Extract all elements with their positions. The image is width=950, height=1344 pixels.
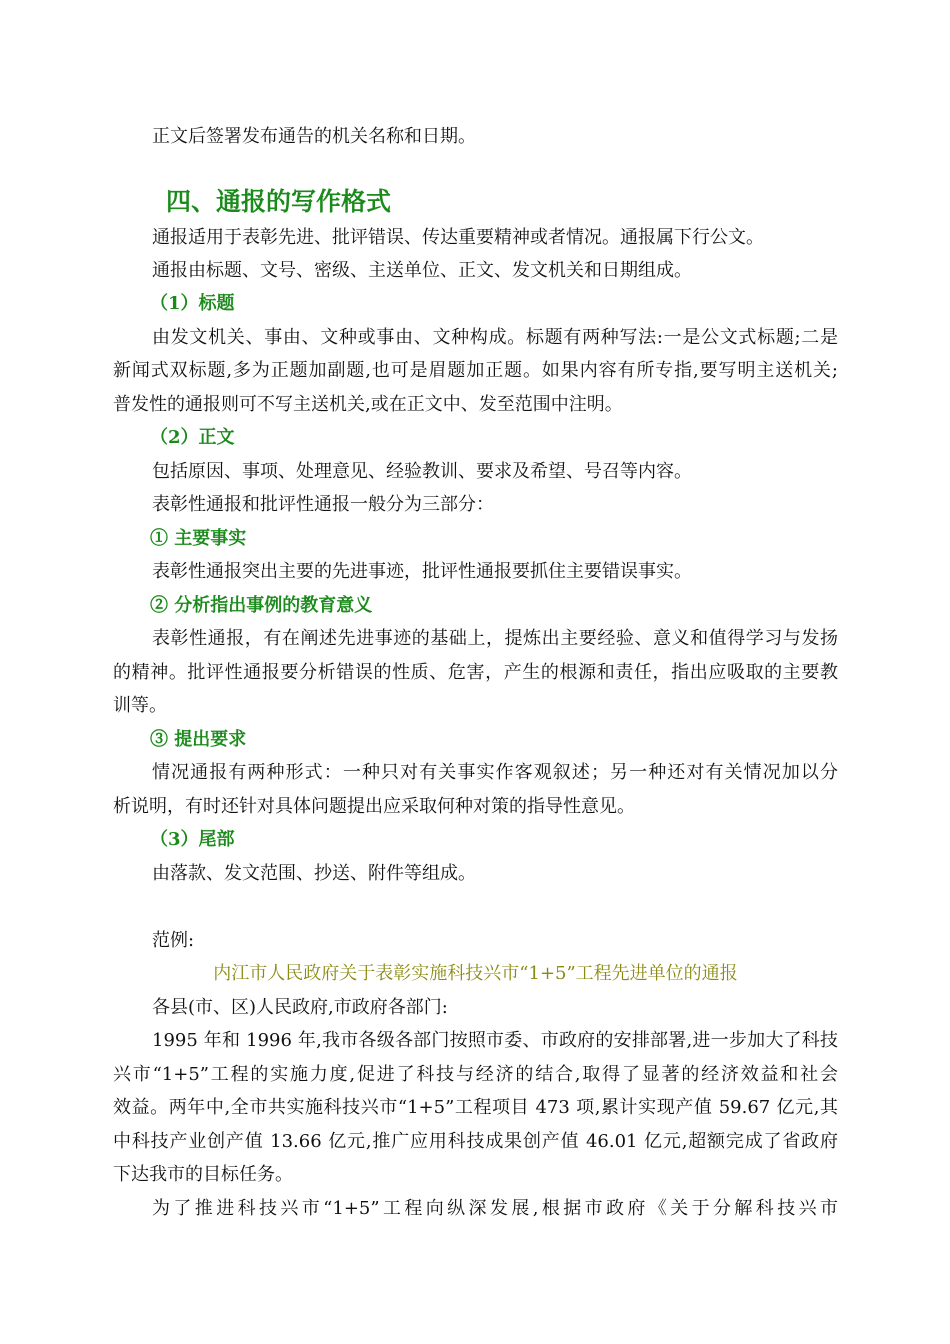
paragraph-line: 析说明，有时还针对具体问题提出应采取何种对策的指导性意见。 bbox=[113, 796, 635, 817]
example-title: 内江市人民政府关于表彰实施科技兴市“1+5”工程先进单位的通报 bbox=[213, 963, 738, 984]
paragraph-line: 新闻式双标题,多为正题加副题,也可是眉题加正题。如果内容有所专指,要写明主送机关; bbox=[113, 360, 838, 381]
example-paragraph-line: 效益。两年中,全市共实施科技兴市“1+5”工程项目 473 项,累计实现产值 59.67 亿元,其 bbox=[113, 1097, 838, 1118]
paragraph-line: 表彰性通报和批评性通报一般分为三部分： bbox=[152, 494, 494, 515]
paragraph-line: 情况通报有两种形式：一种只对有关事实作客观叙述；另一种还对有关情况加以分 bbox=[152, 762, 838, 783]
example-paragraph-line: 下达我市的目标任务。 bbox=[113, 1164, 293, 1185]
paragraph-line: 的精神。批评性通报要分析错误的性质、危害，产生的根源和责任，指出应吸取的主要教 bbox=[113, 662, 838, 683]
point-educational-meaning: ② 分析指出事例的教育意义 bbox=[150, 595, 373, 616]
subheading-title: （1）标题 bbox=[150, 293, 235, 314]
closing-sentence: 正文后签署发布通告的机关名称和日期。 bbox=[152, 126, 476, 147]
example-paragraph-line: 兴市“1+5”工程的实施力度,促进了科技与经济的结合,取得了显著的经济效益和社会 bbox=[113, 1064, 838, 1085]
paragraph-line: 通报由标题、文号、密级、主送单位、正文、发文机关和日期组成。 bbox=[152, 260, 692, 281]
paragraph-line: 表彰性通报，有在阐述先进事迹的基础上，提炼出主要经验、意义和值得学习与发扬 bbox=[152, 628, 838, 649]
example-label: 范例: bbox=[152, 930, 195, 951]
section-heading: 四、通报的写作格式 bbox=[166, 187, 392, 216]
example-addressee: 各县(市、区)人民政府,市政府各部门: bbox=[152, 997, 448, 1018]
paragraph-line: 由落款、发文范围、抄送、附件等组成。 bbox=[152, 863, 476, 884]
example-paragraph-line: 中科技产业创产值 13.66 亿元,推广应用科技成果创产值 46.01 亿元,超额完成了省政府 bbox=[113, 1131, 838, 1152]
subheading-body: （2）正文 bbox=[150, 427, 235, 448]
point-requirements: ③ 提出要求 bbox=[150, 729, 247, 750]
point-main-facts: ① 主要事实 bbox=[150, 528, 247, 549]
paragraph-line: 表彰性通报突出主要的先进事迹，批评性通报要抓住主要错误事实。 bbox=[152, 561, 692, 582]
paragraph-line: 由发文机关、事由、文种或事由、文种构成。标题有两种写法:一是公文式标题;二是 bbox=[152, 327, 838, 348]
subheading-ending: （3）尾部 bbox=[150, 829, 235, 850]
paragraph-line: 包括原因、事项、处理意见、经验教训、要求及希望、号召等内容。 bbox=[152, 461, 692, 482]
paragraph-line: 训等。 bbox=[113, 695, 167, 716]
example-paragraph-line: 为了推进科技兴市“1+5”工程向纵深发展,根据市政府《关于分解科技兴市 bbox=[152, 1198, 838, 1219]
example-paragraph-line: 1995 年和 1996 年,我市各级各部门按照市委、市政府的安排部署,进一步加大了科技 bbox=[152, 1030, 838, 1051]
paragraph-line: 通报适用于表彰先进、批评错误、传达重要精神或者情况。通报属下行公文。 bbox=[152, 227, 764, 248]
paragraph-line: 普发性的通报则可不写主送机关,或在正文中、发至范围中注明。 bbox=[113, 394, 623, 415]
